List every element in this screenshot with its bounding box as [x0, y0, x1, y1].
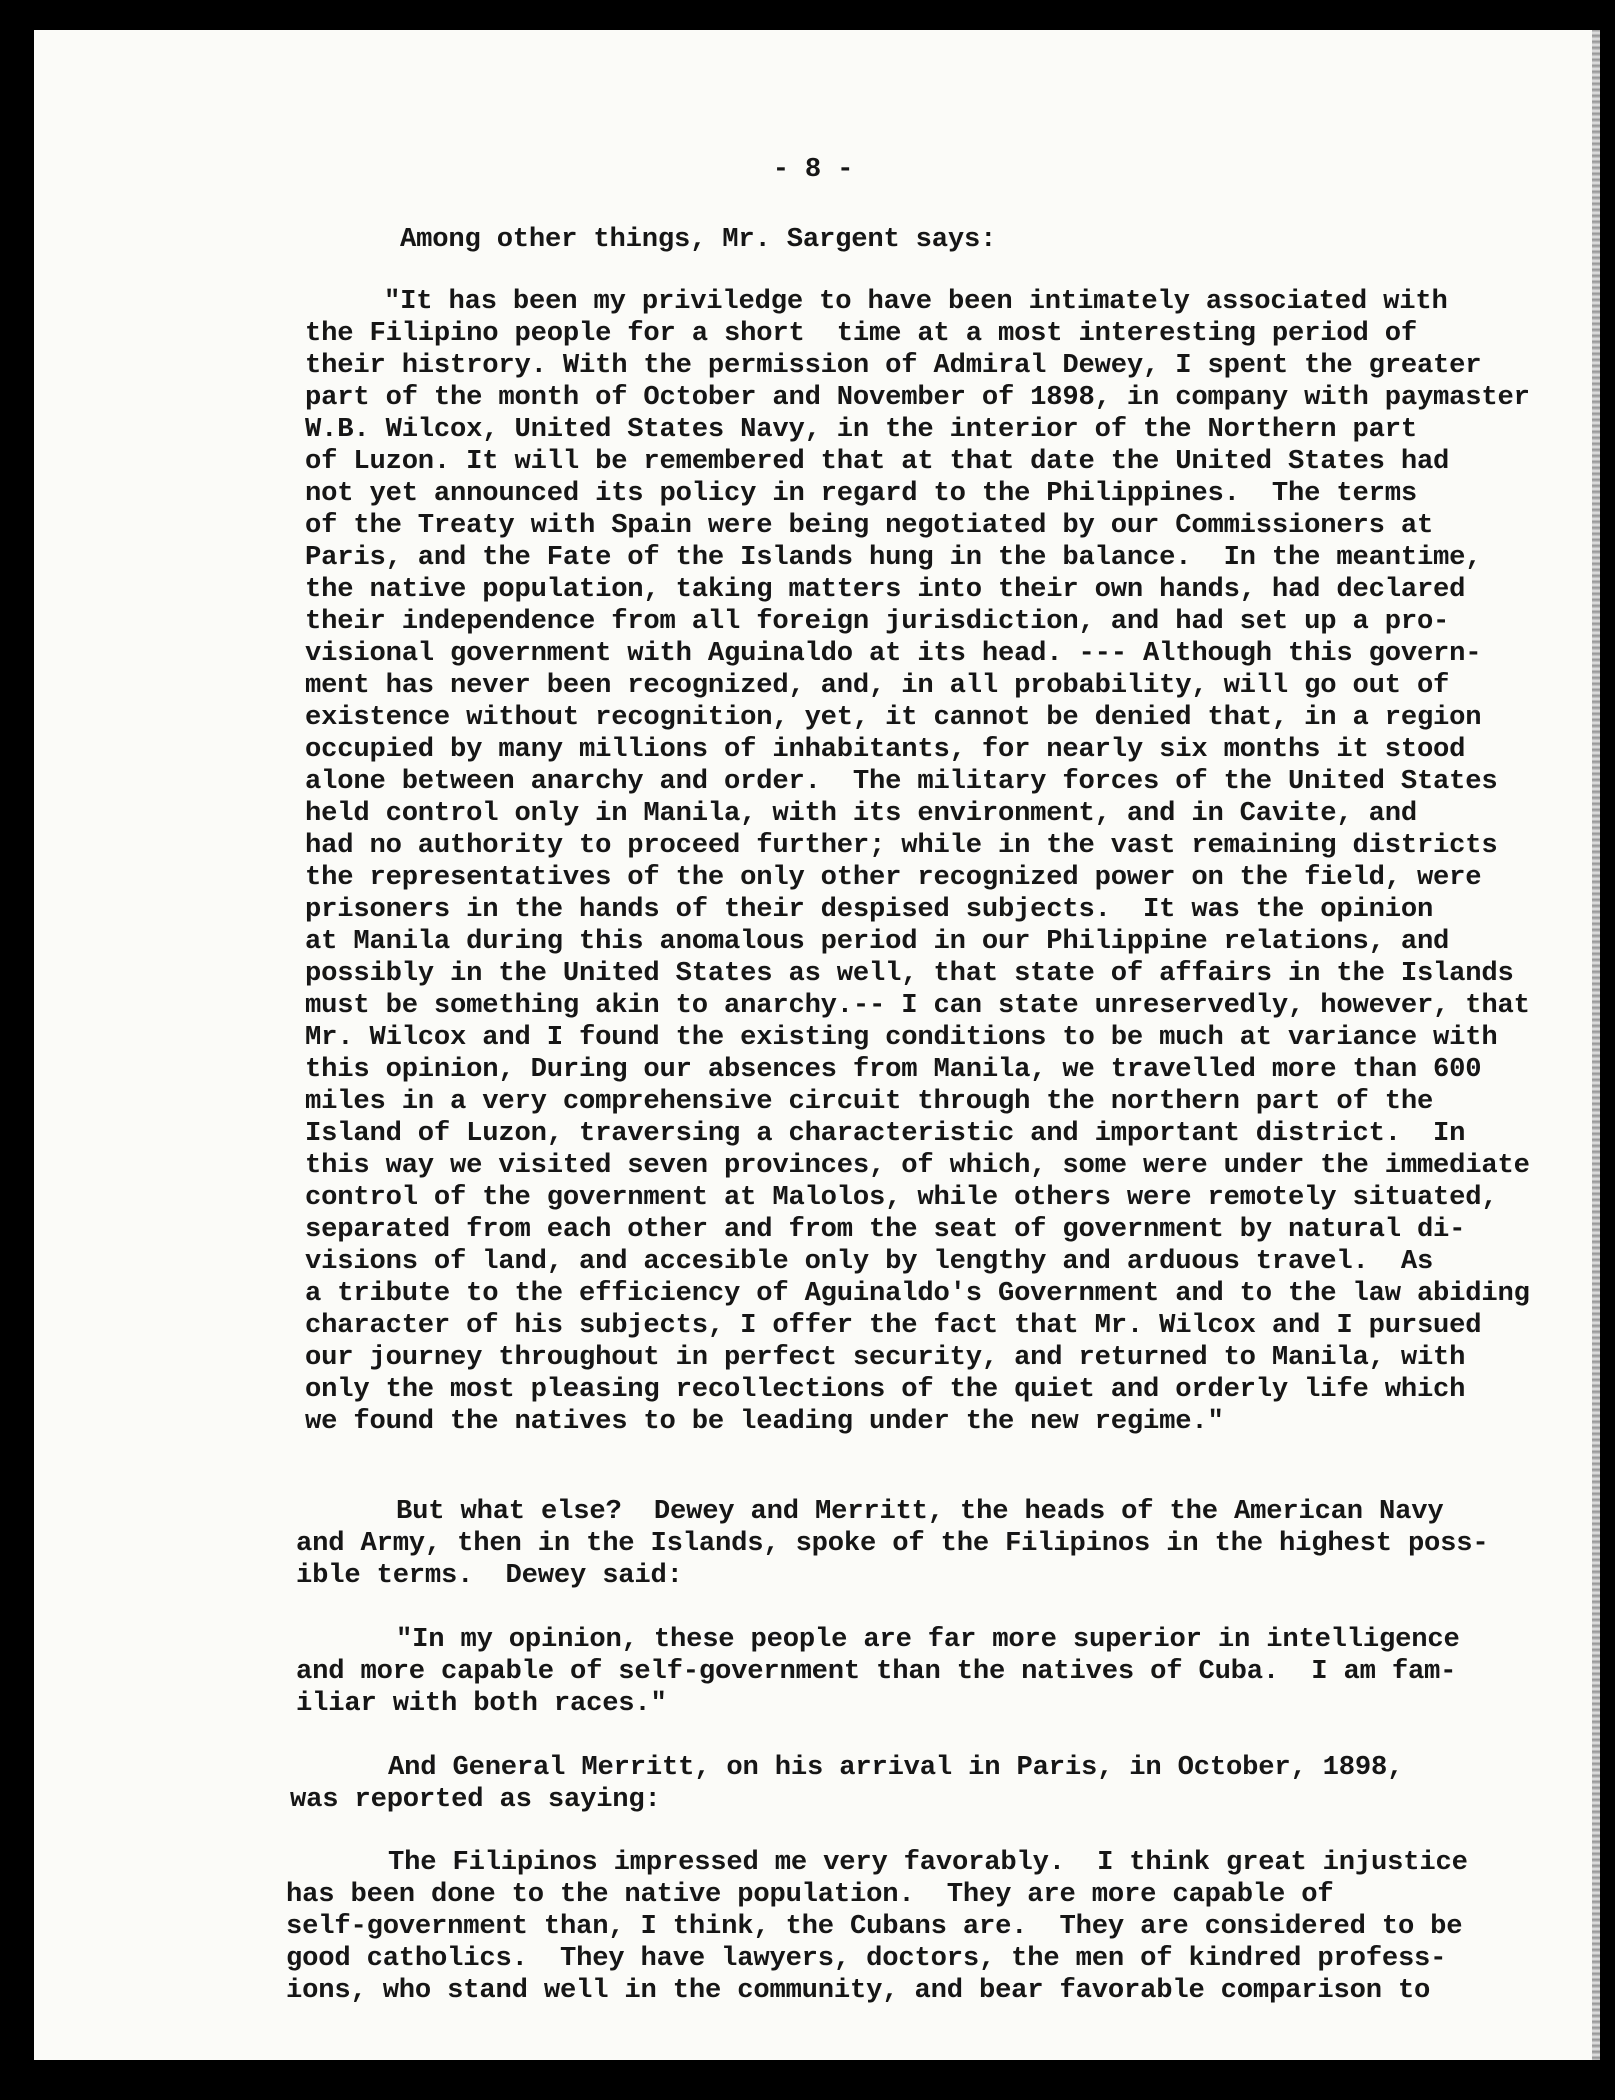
- merritt-quote-line: has been done to the native population. They are more capable of: [286, 1879, 1334, 1910]
- merritt-quote-line: self-government than, I think, the Cubans are. They are considered to be: [286, 1911, 1463, 1942]
- sargent-quote-line: must be something akin to anarchy.-- I can state unreservedly, however, that: [305, 990, 1530, 1021]
- sargent-quote-line: the native population, taking matters into their own hands, had declared: [305, 574, 1466, 605]
- sargent-quote-line: part of the month of October and November of 1898, in company with paymaster: [305, 382, 1530, 413]
- sargent-quote-line: miles in a very comprehensive circuit through the northern part of the: [305, 1086, 1434, 1117]
- sargent-quote-line: this way we visited seven provinces, of which, some were under the immediate: [305, 1150, 1530, 1181]
- sargent-quote-line: existence without recognition, yet, it cannot be denied that, in a region: [305, 702, 1482, 733]
- sargent-quote-line: their histrory. With the permission of Admiral Dewey, I spent the greater: [305, 350, 1482, 381]
- scan-edge-strip: [1592, 30, 1600, 2060]
- merritt-quote-line: ions, who stand well in the community, and bear favorable comparison to: [286, 1975, 1431, 2006]
- sargent-quote-line: only the most pleasing recollections of the quiet and orderly life which: [305, 1374, 1466, 1405]
- page-number: - 8 -: [772, 154, 854, 185]
- sargent-quote-line: this opinion, During our absences from Manila, we travelled more than 600: [305, 1054, 1482, 1085]
- sargent-quote-line: "It has been my priviledge to have been intimately associated with: [384, 286, 1448, 317]
- sargent-quote-line: W.B. Wilcox, United States Navy, in the interior of the Northern part: [305, 414, 1417, 445]
- sargent-quote-line: the Filipino people for a short time at a most interesting period of: [305, 318, 1417, 349]
- sargent-quote-line: their independence from all foreign jurisdiction, and had set up a pro-: [305, 606, 1450, 637]
- sargent-quote-line: visional government with Aguinaldo at its head. --- Although this govern-: [305, 638, 1482, 669]
- sargent-quote-line: had no authority to proceed further; while in the vast remaining districts: [305, 830, 1498, 861]
- sargent-quote-line: prisoners in the hands of their despised subjects. It was the opinion: [305, 894, 1434, 925]
- dewey-quote-line: iliar with both races.": [296, 1688, 667, 1719]
- sargent-quote-line: at Manila during this anomalous period in our Philippine relations, and: [305, 926, 1450, 957]
- merritt-intro-line: And General Merritt, on his arrival in Paris, in October, 1898,: [388, 1752, 1404, 1783]
- sargent-quote-line: control of the government at Malolos, while others were remotely situated,: [305, 1182, 1498, 1213]
- sargent-quote-line: possibly in the United States as well, that state of affairs in the Islands: [305, 958, 1514, 989]
- sargent-quote-line: ment has never been recognized, and, in all probability, will go out of: [305, 670, 1450, 701]
- sargent-quote-line: a tribute to the efficiency of Aguinaldo's Government and to the law abiding: [305, 1278, 1530, 1309]
- sargent-quote-line: our journey throughout in perfect security, and returned to Manila, with: [305, 1342, 1466, 1373]
- sargent-quote-line: of the Treaty with Spain were being negotiated by our Commissioners at: [305, 510, 1434, 541]
- sargent-quote-line: occupied by many millions of inhabitants, for nearly six months it stood: [305, 734, 1466, 765]
- dewey-quote-line: "In my opinion, these people are far more superior in intelligence: [396, 1624, 1460, 1655]
- dewey-intro-line: ible terms. Dewey said:: [296, 1560, 683, 1591]
- dewey-intro-line: and Army, then in the Islands, spoke of the Filipinos in the highest poss-: [296, 1528, 1489, 1559]
- dewey-quote-line: and more capable of self-government than the natives of Cuba. I am fam-: [296, 1656, 1457, 1687]
- document-page: [34, 30, 1592, 2060]
- sargent-quote-line: of Luzon. It will be remembered that at that date the United States had: [305, 446, 1450, 477]
- sargent-quote-line: held control only in Manila, with its environment, and in Cavite, and: [305, 798, 1417, 829]
- sargent-quote-line: visions of land, and accesible only by lengthy and arduous travel. As: [305, 1246, 1434, 1277]
- sargent-quote-line: Paris, and the Fate of the Islands hung in the balance. In the meantime,: [305, 542, 1482, 573]
- sargent-quote-line: Island of Luzon, traversing a characteristic and important district. In: [305, 1118, 1466, 1149]
- merritt-quote-line: The Filipinos impressed me very favorably. I think great injustice: [388, 1847, 1468, 1878]
- merritt-quote-line: good catholics. They have lawyers, doctors, the men of kindred profess-: [286, 1943, 1447, 1974]
- intro-line: Among other things, Mr. Sargent says:: [400, 224, 997, 255]
- merritt-intro-line: was reported as saying:: [290, 1784, 661, 1815]
- sargent-quote-line: the representatives of the only other recognized power on the field, were: [305, 862, 1482, 893]
- sargent-quote-line: we found the natives to be leading under the new regime.": [305, 1406, 1224, 1437]
- sargent-quote-line: alone between anarchy and order. The military forces of the United States: [305, 766, 1498, 797]
- sargent-quote-line: Mr. Wilcox and I found the existing conditions to be much at variance with: [305, 1022, 1498, 1053]
- dewey-intro-line: But what else? Dewey and Merritt, the heads of the American Navy: [396, 1496, 1444, 1527]
- sargent-quote-line: separated from each other and from the seat of government by natural di-: [305, 1214, 1466, 1245]
- sargent-quote-line: not yet announced its policy in regard to the Philippines. The terms: [305, 478, 1417, 509]
- sargent-quote-line: character of his subjects, I offer the fact that Mr. Wilcox and I pursued: [305, 1310, 1482, 1341]
